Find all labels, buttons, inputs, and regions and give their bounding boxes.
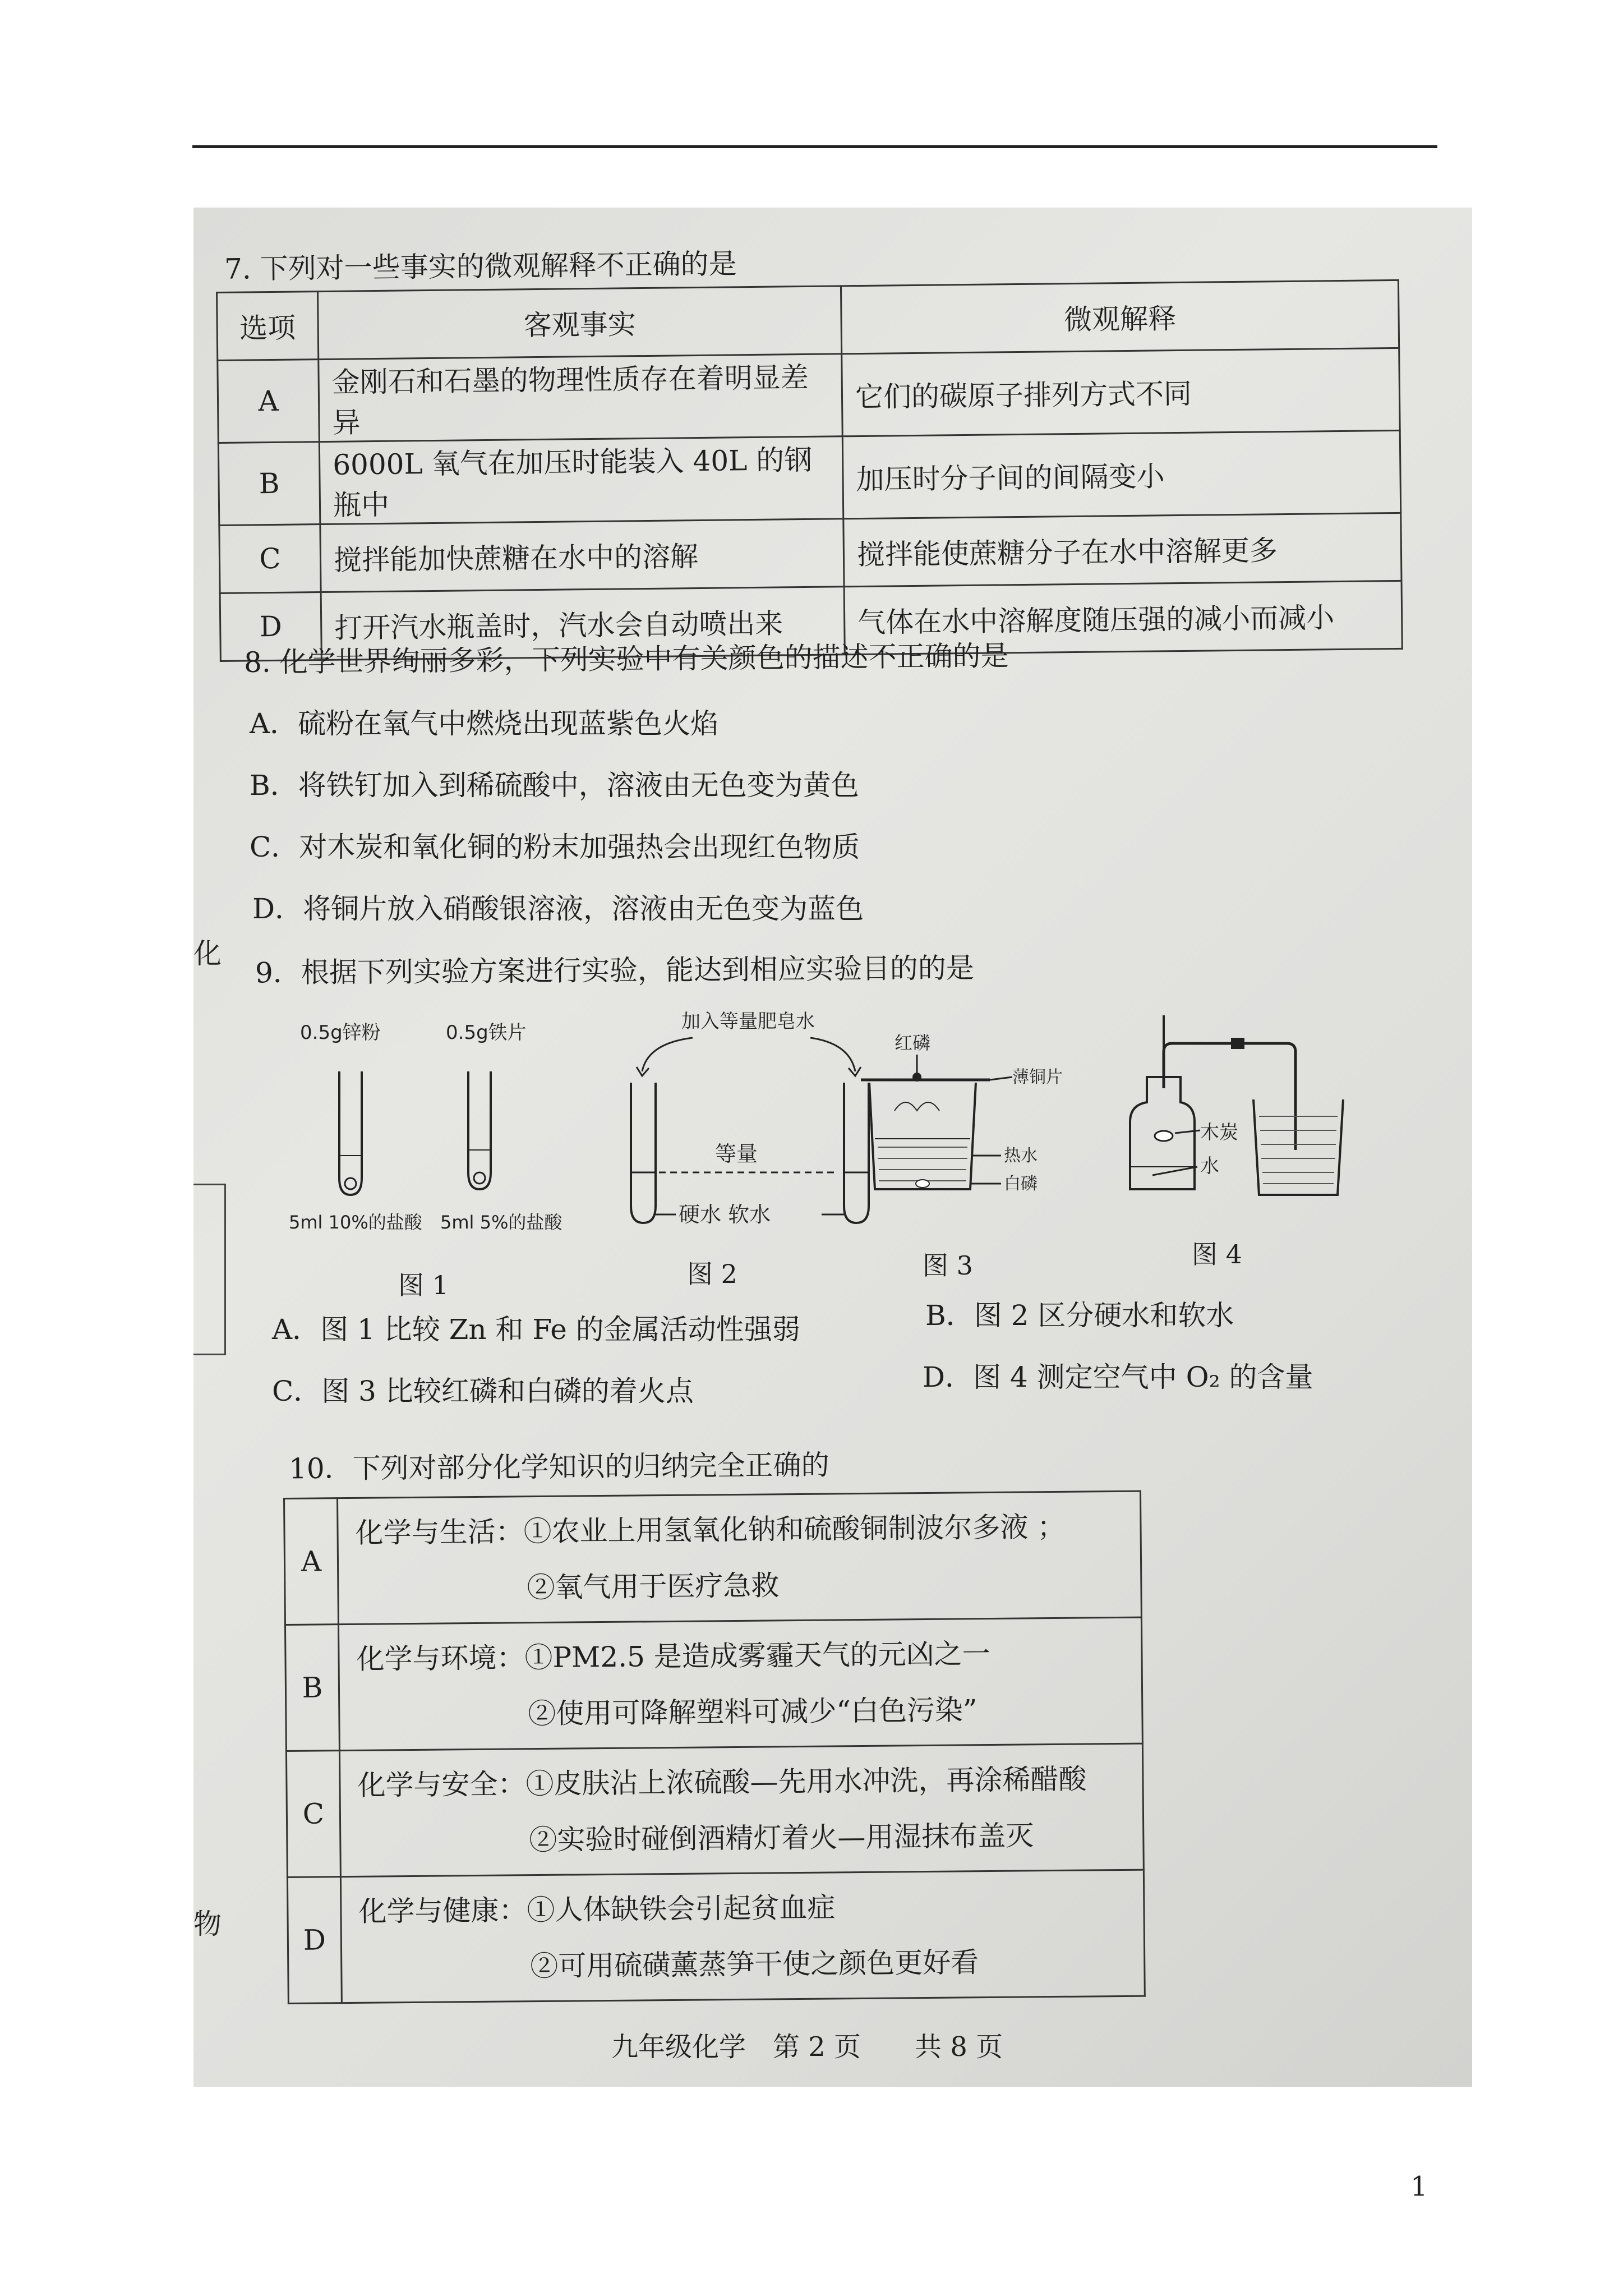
q7-row <box>218 430 1400 525</box>
q7-stem: 7. 下列对一些事实的微观解释不正确的是 <box>224 247 737 286</box>
q10-row-line1: 化学与环境：①PM2.5 是造成雾霾天气的元凶之一 <box>356 1637 990 1676</box>
fig4-beaker <box>1253 1099 1343 1195</box>
q7-row <box>218 348 1400 443</box>
q7-row-letter: B <box>218 442 320 526</box>
q10-row-line2: ②实验时碰倒酒精灯着火—用湿抹布盖灭 <box>529 1819 1034 1857</box>
scanned-page-photo <box>193 208 1472 2087</box>
margin-mark-a: 化 <box>193 937 222 970</box>
q10-table <box>283 1490 1146 2004</box>
q7-row-letter: D <box>220 592 321 661</box>
figure-3 <box>844 1027 1080 1228</box>
q10-row-line2: ②使用可降解塑料可减少“白色污染” <box>528 1694 978 1731</box>
q10-row <box>285 1617 1142 1751</box>
q10-row-letter: D <box>287 1877 342 2004</box>
q10-row-line1: 化学与安全：①皮肤沾上浓硫酸—先用水冲洗，再涂稀醋酸 <box>357 1763 1087 1802</box>
q10-row <box>287 1870 1145 2003</box>
q10-row <box>284 1491 1142 1625</box>
q7-row-fact: 打开汽水瓶盖时，汽水会自动喷出来 <box>321 587 845 660</box>
margin-box <box>193 1184 226 1355</box>
q9-stem: 9．根据下列实验方案进行实验，能达到相应实验目的的是 <box>255 951 975 990</box>
q9-option-c: C．图 3 比较红磷和白磷的着火点 <box>272 1375 694 1407</box>
fig1-caption: 图 1 <box>398 1270 449 1300</box>
fig1-label-zinc: 0.5g锌粉 <box>300 1022 381 1044</box>
q7-row-fact: 6000L 氧气在加压时能装入 40L 的钢瓶中 <box>319 436 843 524</box>
fig1-label-hcl-left: 5ml 10%的盐酸 <box>289 1212 422 1233</box>
q10-row-line2: ②可用硫磺薰蒸笋干使之颜色更好看 <box>530 1946 979 1983</box>
q7-row-letter: C <box>219 524 321 593</box>
fig2-label-waters: 硬水 软水 <box>679 1202 771 1227</box>
fig2-label-soap: 加入等量肥皂水 <box>681 1010 815 1033</box>
q7-row-explain: 气体在水中溶解度随压强的减小而减小 <box>844 581 1402 654</box>
q10-stem: 10．下列对部分化学知识的归纳完全正确的 <box>288 1448 829 1485</box>
q9-option-b: B．图 2 区分硬水和软水 <box>925 1299 1234 1332</box>
q10-row-body <box>338 1491 1142 1624</box>
q10-row-line2: ②氧气用于医疗急救 <box>527 1569 780 1604</box>
q10-row-letter: C <box>286 1751 340 1878</box>
q8-stem: 8. 化学世界绚丽多彩，下列实验中有关颜色的描述不正确的是 <box>243 639 1009 679</box>
q7-row-letter: A <box>218 360 320 443</box>
fig3-label-hot-water: 热水 <box>1004 1146 1038 1166</box>
fig1-label-hcl-right: 5ml 5%的盐酸 <box>440 1212 562 1233</box>
q7-header-explain: 微观解释 <box>841 280 1399 353</box>
q7-header-fact: 客观事实 <box>318 286 842 360</box>
fig2-label-equal: 等量 <box>715 1142 758 1166</box>
q8-option-a: A．硫粉在氧气中燃烧出现蓝紫色火焰 <box>250 707 719 740</box>
top-rule <box>192 145 1437 148</box>
q9-option-d: D．图 4 测定空气中 O₂ 的含量 <box>923 1361 1313 1393</box>
fig2-tube-hard <box>631 1083 656 1223</box>
q9-option-a: A．图 1 比较 Zn 和 Fe 的金属活动性强弱 <box>272 1313 800 1346</box>
exam-footer: 九年级化学 第 2 页 共 8 页 <box>611 2031 1003 2063</box>
q10-row-body <box>340 1870 1145 2003</box>
fig4-label-water: 水 <box>1200 1155 1219 1177</box>
q7-row-fact: 金刚石和石墨的物理性质存在着明显差异 <box>319 354 842 442</box>
fig3-caption: 图 3 <box>923 1250 973 1281</box>
fig4-label-charcoal: 木炭 <box>1200 1121 1238 1144</box>
fig2-caption: 图 2 <box>687 1259 737 1289</box>
q7-row-explain: 它们的碳原子排列方式不同 <box>842 348 1400 436</box>
q10-row-body <box>338 1617 1142 1750</box>
figure-4 <box>1074 1004 1388 1228</box>
fig3-label-copper: 薄铜片 <box>1012 1068 1063 1087</box>
q7-table <box>216 279 1403 662</box>
q8-option-d: D．将铜片放入硝酸银溶液，溶液由无色变为蓝色 <box>252 892 864 925</box>
fig1-label-iron: 0.5g铁片 <box>446 1022 527 1044</box>
q8-option-c: C．对木炭和氧化铜的粉末加强热会出现红色物质 <box>250 831 860 863</box>
q7-row-explain: 加压时分子间的间隔变小 <box>842 430 1400 518</box>
q7-row-explain: 搅拌能使蔗糖分子在水中溶解更多 <box>843 513 1401 586</box>
q8-option-b: B．将铁钉加入到稀硫酸中，溶液由无色变为黄色 <box>250 769 859 802</box>
fig3-label-red-phosphorus: 红磷 <box>895 1032 931 1053</box>
fig1-test-tube-left <box>339 1071 362 1195</box>
fig3-beaker <box>869 1083 976 1189</box>
q7-row-fact: 搅拌能加快蔗糖在水中的溶解 <box>320 519 844 592</box>
fig4-caption: 图 4 <box>1192 1239 1242 1269</box>
q10-row <box>286 1743 1144 1877</box>
q7-header-row <box>217 280 1399 360</box>
q10-row-letter: B <box>285 1625 339 1751</box>
fig3-label-white-phosphorus: 白磷 <box>1004 1174 1038 1194</box>
q10-row-line1: 化学与生活：①农业上用氢氧化钠和硫酸铜制波尔多液 ； <box>355 1510 1066 1549</box>
margin-mark-b: 物 <box>193 1908 222 1940</box>
q7-header-option: 选项 <box>217 292 319 361</box>
page-number: 1 <box>1410 2171 1428 2202</box>
figure-1 <box>289 1015 580 1251</box>
q10-row-letter: A <box>284 1498 339 1625</box>
q7-row <box>219 513 1401 593</box>
q10-row-body <box>339 1743 1144 1876</box>
q10-row-line1: 化学与健康：①人体缺铁会引起贫血症 <box>358 1891 836 1928</box>
